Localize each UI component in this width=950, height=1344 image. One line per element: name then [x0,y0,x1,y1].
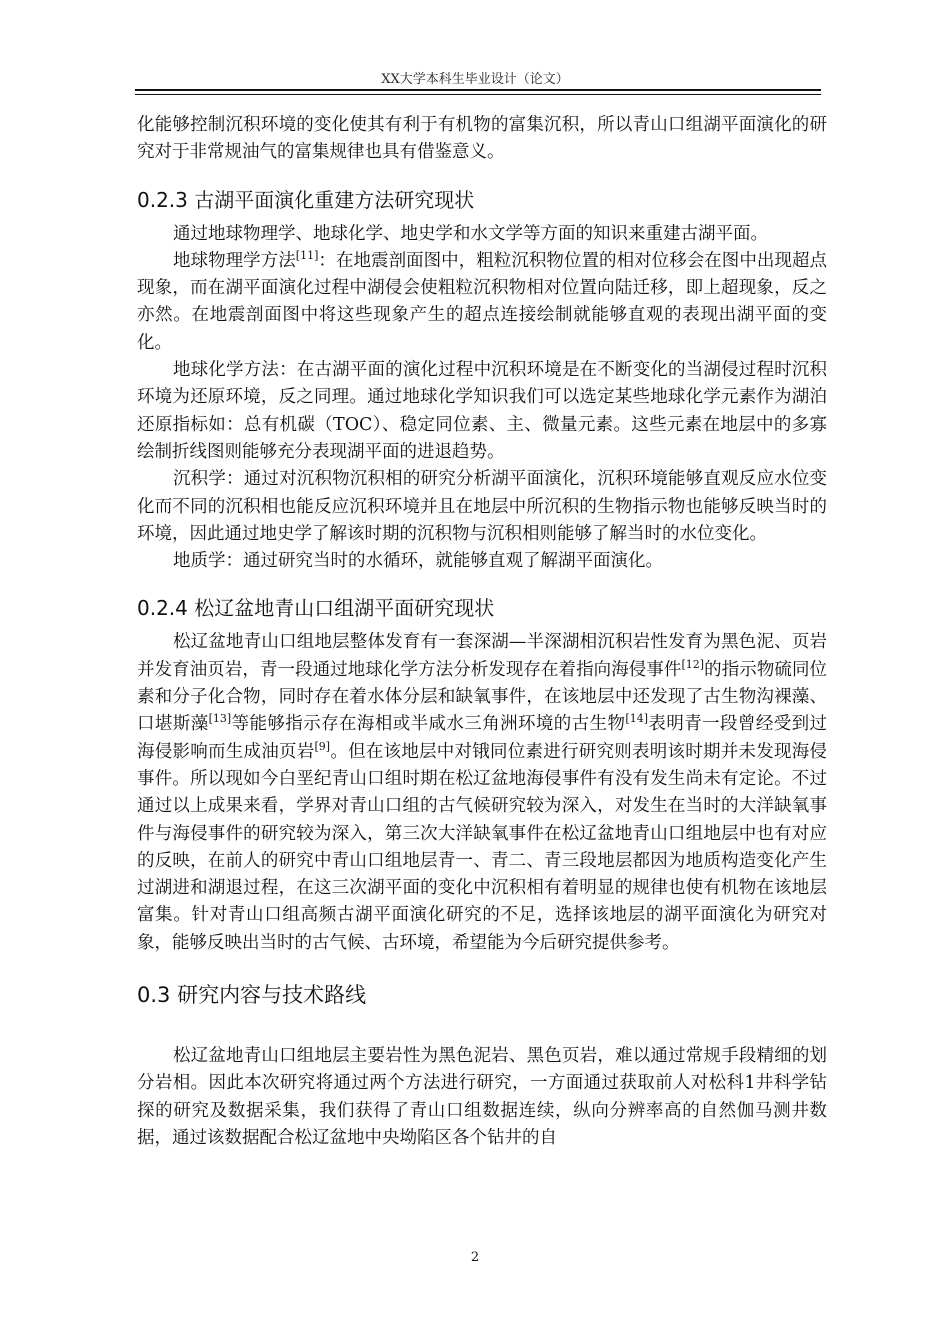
document-body [137,112,827,1152]
body-paragraph: 松辽盆地青山口组地层主要岩性为黑色泥岩、黑色页岩，难以通过常规手段精细的划分岩相。因此本次研究将通过两个方法进行研究，一方面通过获取前人对松科1井科学钻探的研究及数据采集，我们获得了青山口组数据连续，纵向分辨率高的自然伽马测井数据，通过该数据配合松辽盆地中央坳陷区各个钻井的自 [137,1046,827,1148]
section-heading: 0.3 研究内容与技术路线 [137,983,367,1008]
body-paragraph: 通过地球物理学、地球化学、地史学和水文学等方面的知识来重建古湖平面。 [173,223,768,244]
section-heading: 0.2.4 松辽盆地青山口组湖平面研究现状 [137,596,495,621]
header-rule-thin [135,94,821,95]
citation-superscript: [14] [625,712,649,726]
citation-superscript: [12] [681,657,705,671]
paragraph-text: 的指示物硫同位素和分子化合物，同时存在着水体分层和缺氧事件，在该地层中还发现了古生物沟裸藻、口堪斯藻 [137,659,828,735]
running-header: XX大学本科生毕业设计（论文） [381,72,569,87]
paragraph-text: 等能够指示存在海相或半咸水三角洲环境的古生物 [231,714,626,735]
body-paragraph: 地球化学方法：在古湖平面的演化过程中沉积环境是在不断变化的当湖侵过程时沉积环境为还原环境，反之同理。通过地球化学知识我们可以选定某些地球化学元素作为湖泊还原指标如：总有机碳（TOC）、稳定同位素、主、微量元素。这些元素在地层中的多寡绘制折线图则能够充分表现湖平面的进退趋势。 [137,360,827,462]
body-paragraph [137,629,827,957]
citation-superscript: [9] [314,739,331,753]
paragraph-text: 地球物理学方法 [173,250,296,271]
section-heading: 0.2.3 古湖平面演化重建方法研究现状 [137,187,475,212]
paragraph-text: 。但在该地层中对锇同位素进行研究则表明该时期并未发现海侵事件。所以现如今白垩纪青山口组时期在松辽盆地海侵事件有没有发生尚未有定论。不过通过以上成果来看，学界对青山口组的古气候研究较为深入，对发生在当时的大洋缺氧事件与海侵事件的研究较为深入，第三次大洋缺氧事件在松辽盆地青山口组地层中也有对应的反映，在前人的研究中青山口组地层青一、青二、青三段地层都因为地质构造变化产生过湖进和湖退过程，在这三次湖平面的变化中沉积相有着明显的规律也使有机物在该地层富集。针对青山口组高频古湖平面演化研究的不足，选择该地层的湖平面演化为研究对象，能够反映出当时的古气候、古环境，希望能为今后研究提供参考。 [137,741,828,953]
paragraph-text: ：在地震剖面图中，粗粒沉积物位置的相对位移会在图中出现超点现象，而在湖平面演化过程中湖侵会使粗粒沉积物相对位置向陆迁移，即上超现象，反之亦然。在地震剖面图中将这些现象产生的超点连接绘制就能够直观的表现出湖平面的变化。 [137,250,828,353]
page-number: 2 [470,1250,480,1265]
paragraph-text: 松辽盆地青山口组地层整体发育有一套深湖—半深湖相沉积岩性发育为黑色泥、页岩并发育油页岩，青一段通过地球化学方法分析发现存在着指向海侵事件 [137,632,827,680]
citation-superscript: [13] [208,712,232,726]
body-paragraph: 地质学：通过研究当时的水循环，就能够直观了解湖平面演化。 [173,551,663,572]
body-paragraph: 沉积学：通过对沉积物沉积相的研究分析湖平面演化，沉积环境能够直观反应水位变化而不同的沉积相也能反应沉积环境并且在地层中所沉积的生物指示物也能够反映当时的环境，因此通过地史学了解该时期的沉积物与沉积相则能够了解当时的水位变化。 [137,469,827,544]
header-rule-thick [135,89,821,91]
paragraph-text: 表明青一段曾经受到过海侵影响而生成油页岩 [137,714,828,762]
body-paragraph: 化能够控制沉积环境的变化使其有利于有机物的富集沉积，所以青山口组湖平面演化的研究对于非常规油气的富集规律也具有借鉴意义。 [137,115,827,163]
body-paragraph [137,248,827,357]
citation-superscript: [11] [295,249,319,263]
